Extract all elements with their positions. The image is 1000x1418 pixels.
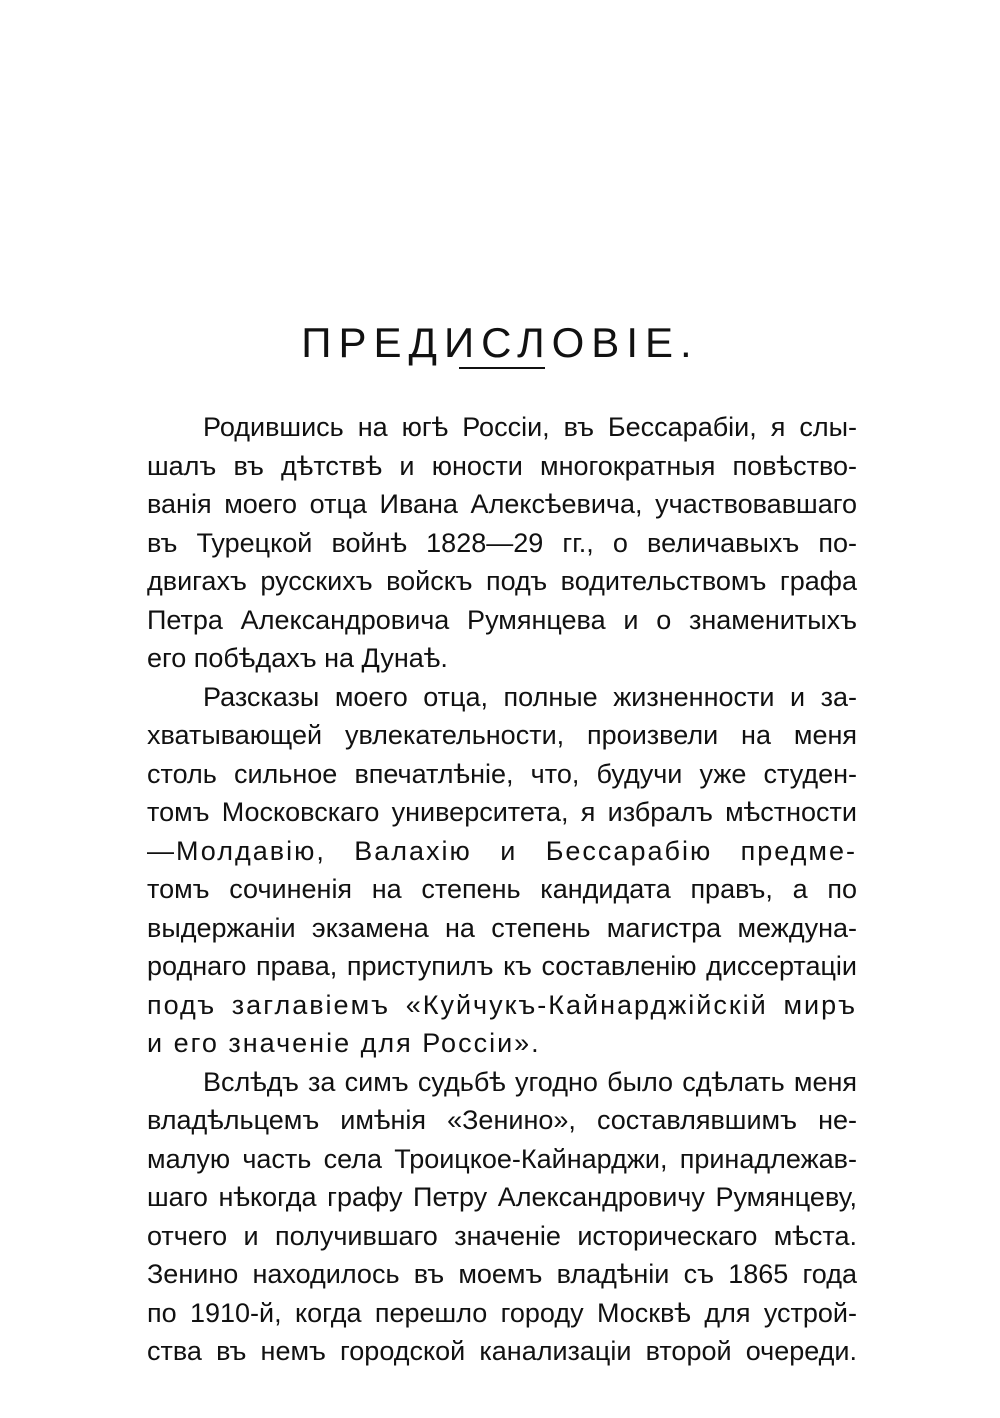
text-line: томъ Московскаго университета, я избралъ мѣстности — [147, 797, 857, 827]
text-line: ванія моего отца Ивана Алексѣевича, участвовавшаго — [147, 489, 857, 519]
text-line: Вслѣдъ за симъ судьбѣ угодно было сдѣлать меня — [203, 1066, 857, 1097]
text-line: столь сильное впечатлѣніе, что, будучи уже студен- — [147, 758, 857, 789]
text-line: роднаго права, приступилъ къ составленію диссертаціи — [147, 951, 857, 981]
text-line: малую часть села Троицкое-Кайнарджи, принадлежав- — [147, 1143, 857, 1174]
text-line: Петра Александровича Румянцева и о знаменитыхъ — [147, 604, 857, 635]
paragraph-1 — [147, 408, 857, 678]
text-line: двигахъ русскихъ войскъ подъ водительствомъ графа — [147, 566, 857, 596]
paragraph-3 — [147, 1063, 857, 1371]
text-line: Разсказы моего отца, полные жизненности и за- — [203, 681, 857, 712]
preface-text — [147, 408, 857, 1371]
text-line: —Молдавію, Валахію и Бессарабію предме- — [147, 835, 857, 866]
text-line: шалъ въ дѣтствѣ и юности многократныя повѣство- — [147, 450, 857, 481]
text-line: его побѣдахъ на Дунаѣ. — [147, 643, 448, 673]
page-title: ПРЕДИСЛОВІЕ. — [301, 319, 699, 367]
text-line: Родившись на югѣ Россіи, въ Бессарабіи, я слы- — [203, 412, 857, 442]
text-line: въ Турецкой войнѣ 1828—29 гг., о величавыхъ по- — [147, 527, 857, 558]
text-line: шаго нѣкогда графу Петру Александровичу Румянцеву, — [147, 1182, 857, 1212]
text-line: томъ сочиненія на степень кандидата правъ, а по — [147, 874, 857, 904]
text-line: выдержаніи экзамена на степень магистра междуна- — [147, 912, 857, 943]
text-line: и его значеніе для Россіи». — [147, 1028, 541, 1058]
text-line: подъ заглавіемъ «Куйчукъ-Кайнарджійскій миръ — [147, 989, 857, 1020]
text-line: хватывающей увлекательности, произвели на меня — [147, 720, 857, 750]
title-divider — [459, 367, 545, 369]
text-line: по 1910-й, когда перешло городу Москвѣ для устрой- — [147, 1297, 857, 1328]
paragraph-2 — [147, 678, 857, 1063]
text-line: владѣльцемъ имѣнія «Зенино», составлявшимъ не- — [147, 1105, 857, 1135]
text-line: ства въ немъ городской канализаціи второй очереди. — [147, 1336, 857, 1366]
text-line: Зенино находилось въ моемъ владѣніи съ 1865 года — [147, 1259, 857, 1289]
text-line: отчего и получившаго значеніе историческаго мѣста. — [147, 1220, 857, 1251]
